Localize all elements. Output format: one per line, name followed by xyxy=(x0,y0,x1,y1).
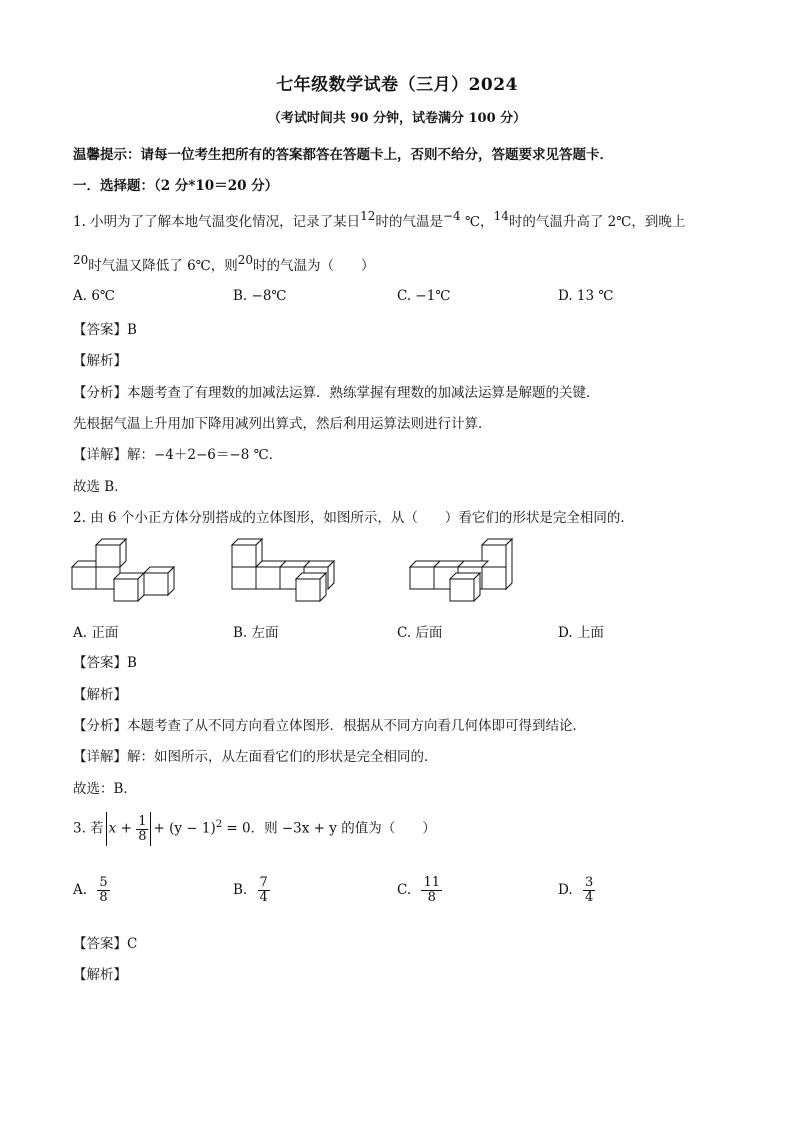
q3-option-b xyxy=(233,876,270,905)
q1-number: 12 xyxy=(360,209,376,223)
frac-den: 4 xyxy=(259,890,268,905)
q1-text: 时的气温是 xyxy=(375,214,443,230)
q3-option-label: A. xyxy=(73,882,88,898)
q1-answer: 【答案】B xyxy=(73,322,137,338)
q3-option-frac xyxy=(97,876,109,905)
abs-bar-left xyxy=(106,812,107,846)
q2-stem: 2. 由 6 个小正方体分别搭成的立体图形，如图所示，从（ ）看它们的形状是完全相同的． xyxy=(73,510,634,526)
frac-num: 5 xyxy=(99,875,108,890)
q3-eq: = 0．则 −3x + y 的值为（ ） xyxy=(222,820,436,837)
q3-stem xyxy=(73,812,436,846)
q1-stem-line2 xyxy=(73,254,375,274)
q2-figure-c xyxy=(408,533,518,603)
notice-text: 温馨提示：请每一位考生把所有的答案都答在答题卡上，否则不给分，答题要求见答题卡． xyxy=(73,147,613,163)
section-heading: 一．选择题：（2 分*10＝20 分） xyxy=(73,178,279,194)
q3-x-plus: x + xyxy=(108,820,132,837)
q3-option-label: C. xyxy=(397,882,412,898)
q3-square: 2 xyxy=(215,819,223,830)
q3-option-d xyxy=(558,876,595,905)
q1-option-a: A. 6℃ xyxy=(73,288,116,304)
q1-fenxi: 【分析】本题考查了有理数的加减法运算．熟练掌握有理数的加减法运算是解题的关键． xyxy=(73,385,600,401)
q1-text: 时的气温为（ ） xyxy=(253,258,375,274)
q2-option-a: A. 正面 xyxy=(73,625,119,641)
q2-option-d: D. 上面 xyxy=(558,625,604,641)
q1-fenxi2: 先根据气温上升用加下降用减列出算式，然后利用运算法则进行计算． xyxy=(73,416,492,432)
exam-subtitle: （考试时间共 90 分钟，试卷满分 100 分） xyxy=(267,111,527,126)
frac-den: 8 xyxy=(99,890,108,905)
q2-detail: 【详解】解：如图所示，从左面看它们的形状是完全相同的． xyxy=(73,749,438,765)
q3-frac-num: 1 xyxy=(138,813,147,829)
q3-middle: + (y − 1) xyxy=(153,820,216,837)
q1-detail: 【详解】解：−4＋2−6＝−8 ℃． xyxy=(73,447,283,463)
abs-bar-right xyxy=(150,812,151,846)
q2-analysis-label: 【解析】 xyxy=(73,687,127,703)
q3-option-label: D. xyxy=(558,882,573,898)
q1-number: −4 xyxy=(442,209,461,223)
q1-choose: 故选 B． xyxy=(73,479,128,495)
q3-option-frac xyxy=(583,876,595,905)
q1-option-d: D. 13 ℃ xyxy=(558,288,614,304)
q2-figure-b xyxy=(230,533,340,603)
q1-analysis-label: 【解析】 xyxy=(73,353,127,369)
q3-option-frac xyxy=(421,876,442,905)
q3-answer: 【答案】C xyxy=(73,936,138,952)
page-title: 七年级数学试卷（三月）2024 xyxy=(276,75,518,95)
q3-fraction xyxy=(136,815,148,844)
q1-text: 时的气温升高了 2℃，到晚上 xyxy=(508,214,686,230)
frac-num: 11 xyxy=(423,875,440,890)
q3-prefix: 3. 若 xyxy=(73,820,104,837)
q2-fenxi: 【分析】本题考查了从不同方向看立体图形．根据从不同方向看几何体即可得到结论． xyxy=(73,718,586,734)
q1-number: 14 xyxy=(493,209,509,223)
q1-number: 20 xyxy=(73,253,89,267)
q3-frac-den: 8 xyxy=(138,828,147,844)
q2-option-b: B. 左面 xyxy=(233,625,279,641)
q1-text: 时气温又降低了 6℃，则 xyxy=(88,258,238,274)
q2-figure-a xyxy=(70,533,180,603)
q3-option-label: B. xyxy=(233,882,248,898)
q3-option-a xyxy=(73,876,110,905)
q3-option-frac xyxy=(258,876,270,905)
frac-num: 7 xyxy=(259,875,268,890)
frac-den: 4 xyxy=(584,890,594,905)
q1-number: 20 xyxy=(237,253,254,267)
frac-num: 3 xyxy=(584,875,594,890)
q1-option-b: B. −8℃ xyxy=(233,288,287,304)
q2-option-c: C. 后面 xyxy=(397,625,443,641)
q1-option-c: C. −1℃ xyxy=(397,288,451,304)
q1-text: ℃， xyxy=(460,214,494,230)
q2-answer: 【答案】B xyxy=(73,655,137,671)
q1-text: 1. 小明为了了解本地气温变化情况，记录了某日 xyxy=(73,214,361,230)
q3-analysis-label: 【解析】 xyxy=(73,967,127,983)
q2-choose: 故选：B． xyxy=(73,781,137,797)
frac-den: 8 xyxy=(427,890,436,905)
q1-stem-line1 xyxy=(73,210,685,230)
q3-option-c xyxy=(397,876,442,905)
